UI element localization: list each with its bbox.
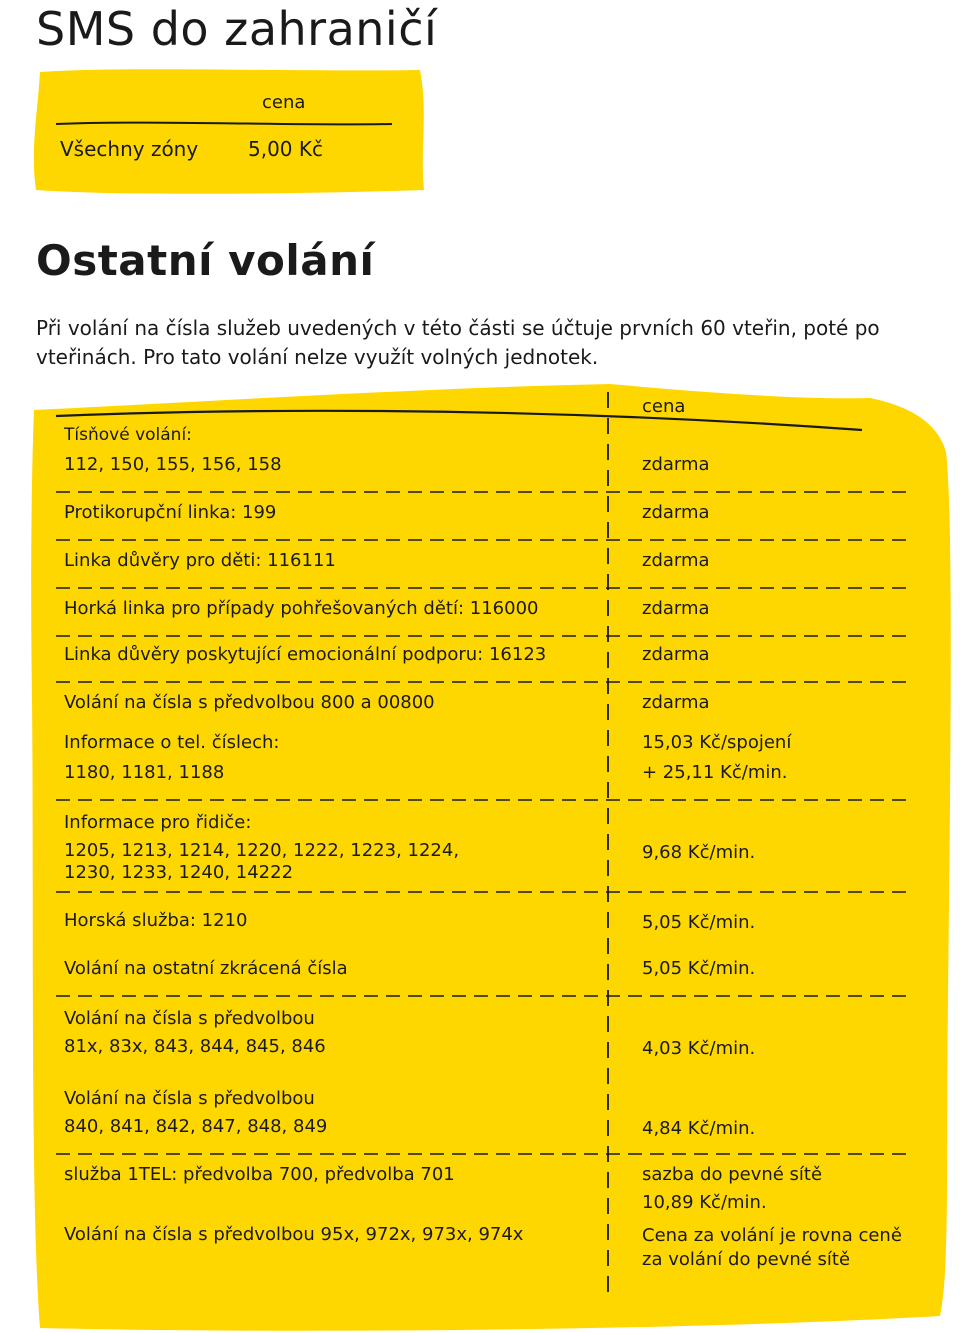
other-price-header: cena bbox=[642, 396, 686, 417]
row-label: Protikorupční linka: 199 bbox=[64, 502, 277, 523]
other-title: Ostatní volání bbox=[36, 236, 375, 285]
sms-row-label: Všechny zóny bbox=[60, 137, 199, 161]
row-label: Informace o tel. číslech: bbox=[64, 732, 280, 753]
sms-price-header: cena bbox=[262, 92, 306, 113]
row-price: zdarma bbox=[642, 598, 710, 619]
row-price-extra: + 25,11 Kč/min. bbox=[642, 762, 788, 783]
row-price: zdarma bbox=[642, 692, 710, 713]
row-price: zdarma bbox=[642, 502, 710, 523]
row-numbers: 840, 841, 842, 847, 848, 849 bbox=[64, 1116, 328, 1137]
other-intro: Při volání na čísla služeb uvedených v této části se účtuje prvních 60 vteřin, poté po vteřinách. Pro tato volání nelze využít volných jednotek. bbox=[36, 316, 880, 369]
row-numbers: 81x, 83x, 843, 844, 845, 846 bbox=[64, 1036, 326, 1057]
row-price: sazba do pevné sítě bbox=[642, 1164, 823, 1185]
row-price: zdarma bbox=[642, 644, 710, 665]
sms-row-price: 5,00 Kč bbox=[248, 137, 323, 161]
row-price: zdarma bbox=[642, 550, 710, 571]
row-label: Volání na čísla s předvolbou 800 a 00800 bbox=[64, 692, 435, 713]
row-numbers: 1205, 1213, 1214, 1220, 1222, 1223, 1224, 1230, 1233, 1240, 14222 bbox=[64, 840, 460, 883]
row-price: 15,03 Kč/spojení bbox=[642, 732, 792, 753]
row-label: Volání na ostatní zkrácená čísla bbox=[64, 958, 348, 979]
row-price: 5,05 Kč/min. bbox=[642, 958, 756, 979]
row-label: Volání na čísla s předvolbou bbox=[64, 1088, 315, 1109]
row-price: Cena za volání je rovna ceně za volání do pevné sítě bbox=[642, 1225, 902, 1270]
row-price: 5,05 Kč/min. bbox=[642, 912, 756, 933]
row-numbers: 1180, 1181, 1188 bbox=[64, 762, 225, 783]
sms-title: SMS do zahraničí bbox=[36, 2, 438, 56]
row-label: Volání na čísla s předvolbou 95x, 972x, 973x, 974x bbox=[64, 1224, 524, 1245]
row-numbers: 112, 150, 155, 156, 158 bbox=[64, 454, 282, 475]
row-label: Linka důvěry pro děti: 116111 bbox=[64, 550, 336, 571]
row-price: 9,68 Kč/min. bbox=[642, 842, 756, 863]
row-price-extra: 10,89 Kč/min. bbox=[642, 1192, 767, 1213]
row-label: Linka důvěry poskytující emocionální podporu: 16123 bbox=[64, 644, 547, 665]
row-label: Horká linka pro případy pohřešovaných dětí: 116000 bbox=[64, 598, 539, 619]
row-label: Volání na čísla s předvolbou bbox=[64, 1008, 315, 1029]
row-label: Informace pro řidiče: bbox=[64, 812, 252, 833]
row-label: Horská služba: 1210 bbox=[64, 910, 248, 931]
row-price: 4,84 Kč/min. bbox=[642, 1118, 756, 1139]
row-price: zdarma bbox=[642, 454, 710, 475]
row-price: 4,03 Kč/min. bbox=[642, 1038, 756, 1059]
row-label: Tísňové volání: bbox=[64, 425, 192, 445]
row-label: služba 1TEL: předvolba 700, předvolba 701 bbox=[64, 1164, 455, 1185]
